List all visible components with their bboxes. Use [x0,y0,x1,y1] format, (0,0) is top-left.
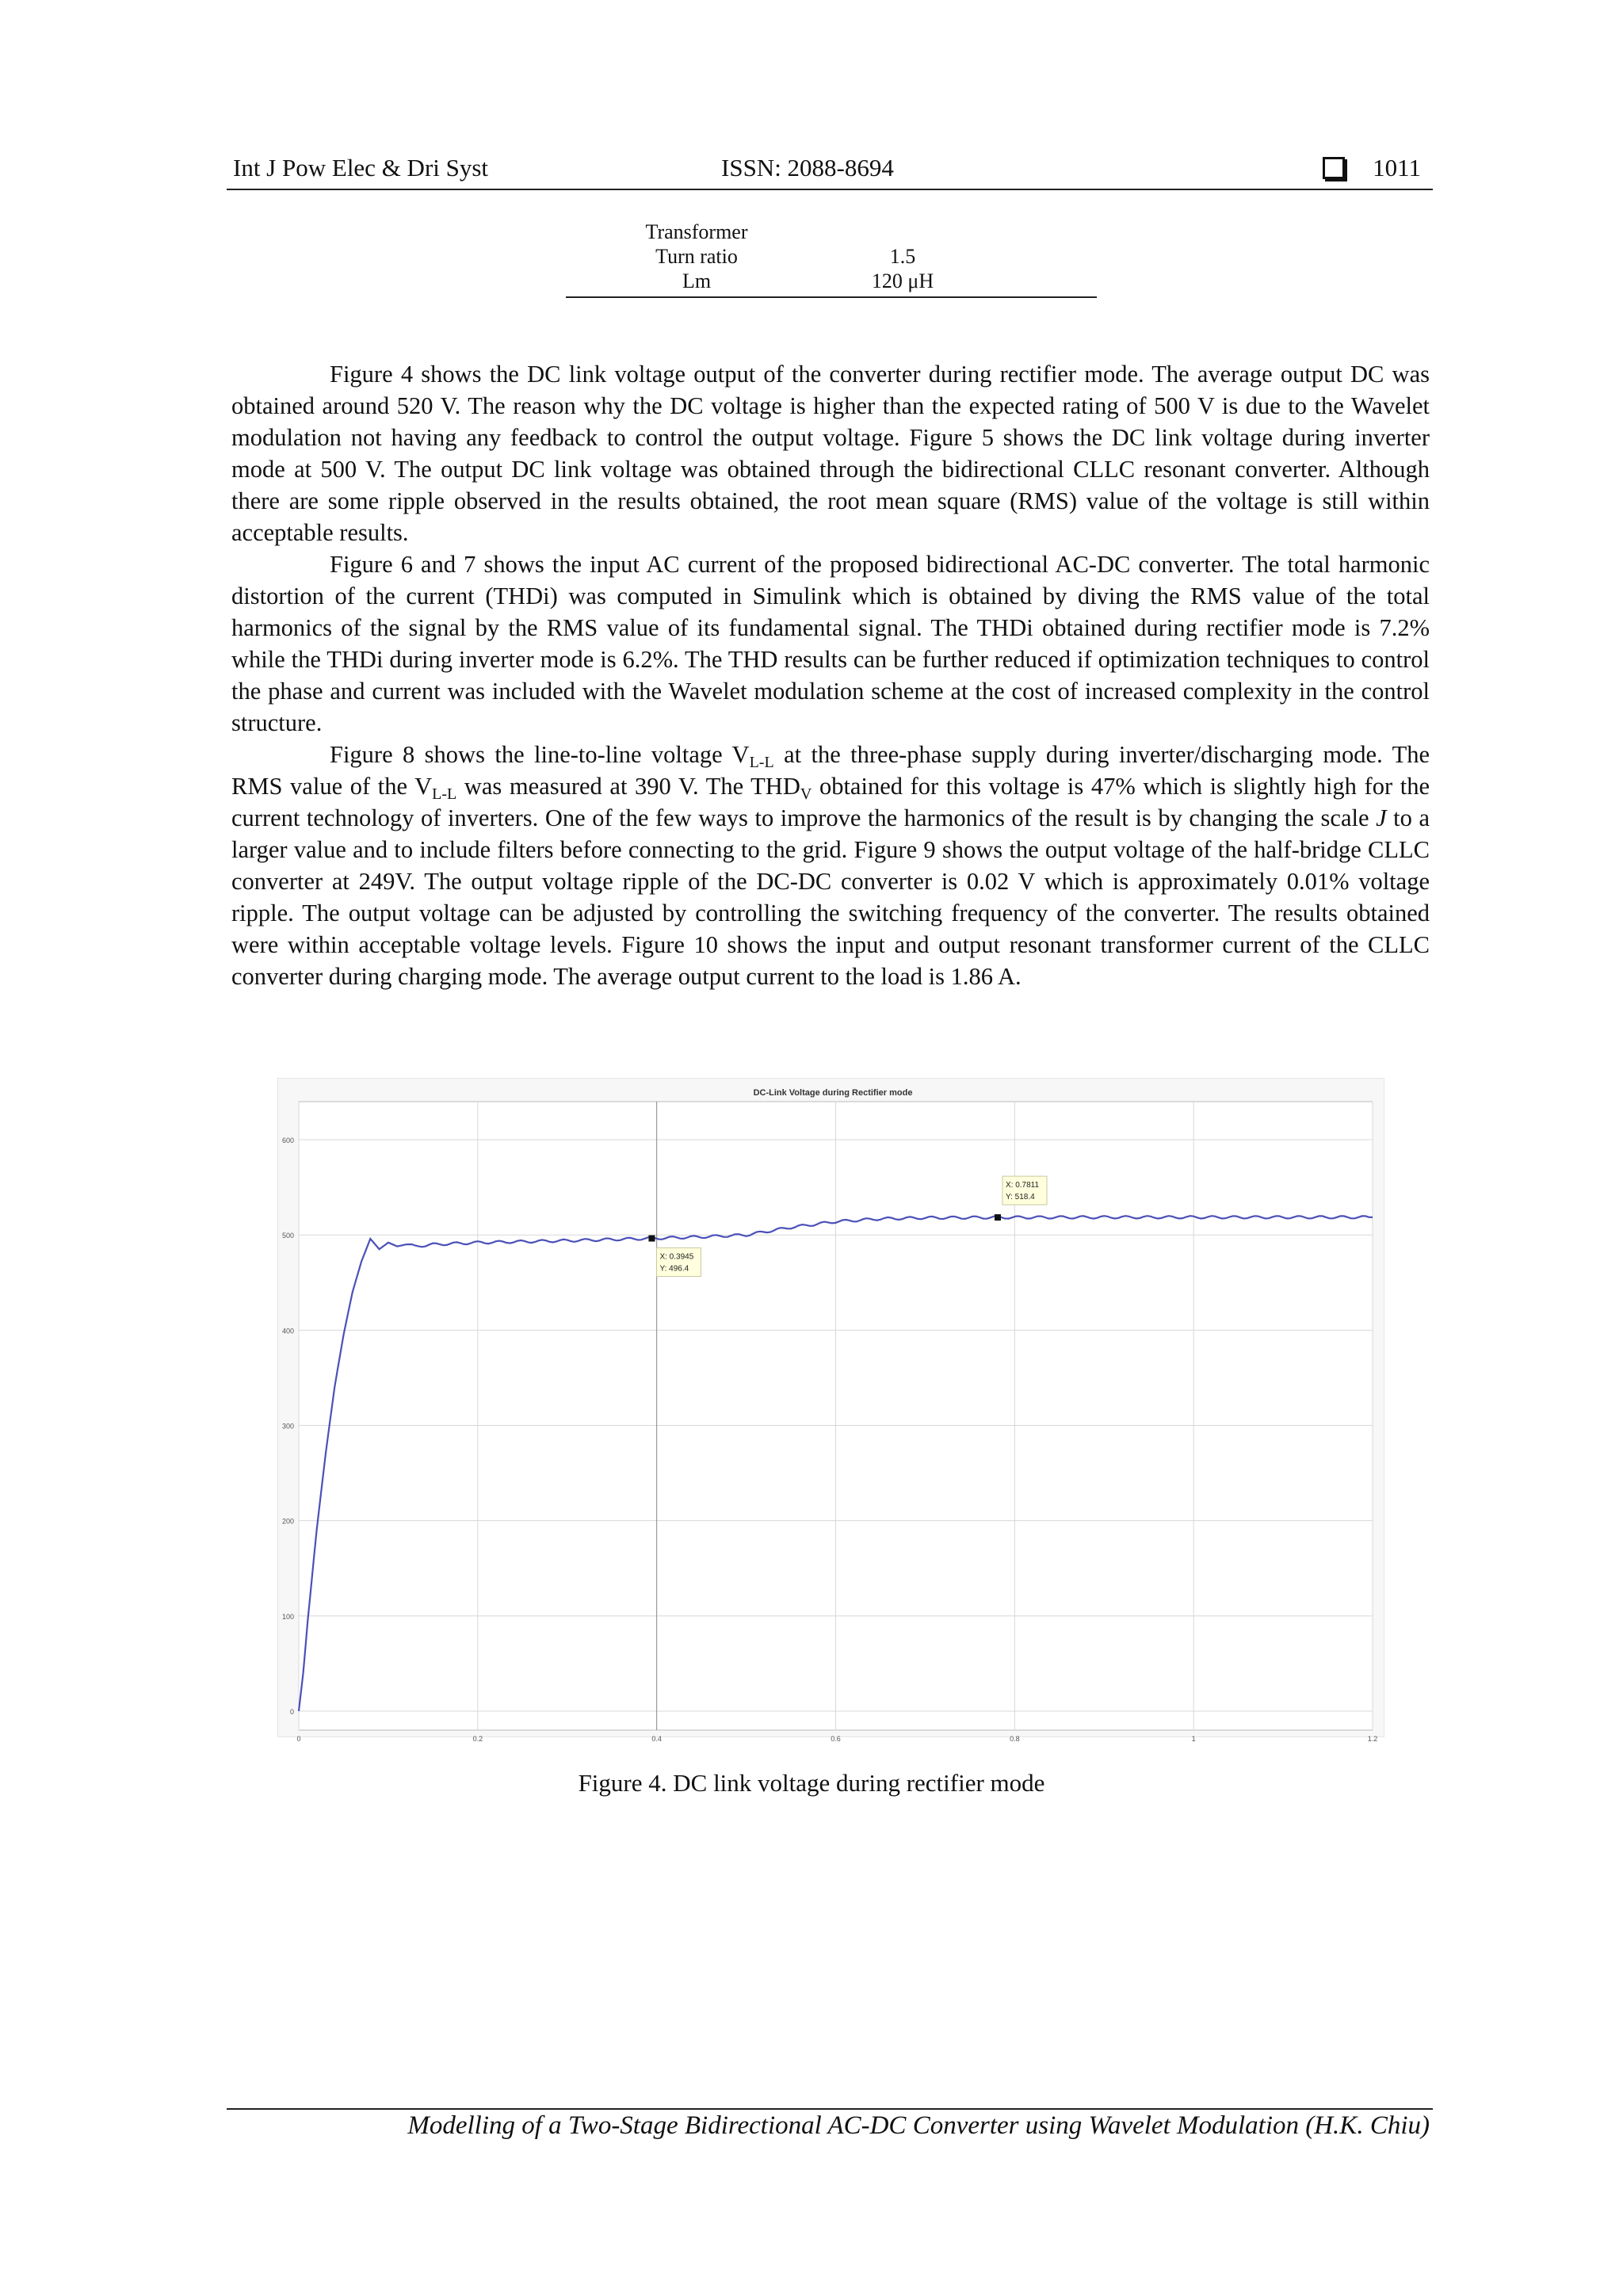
y-tick-label: 100 [281,1612,294,1621]
table-cell-param: Transformer [645,220,748,243]
text-run: obtained for this voltage is 47% which is slightly high for the current technology of inverters. One of the few ways to improve the harmonics of the result is by changing the scale [231,773,1430,831]
table-bottom-rule [566,296,1097,298]
x-tick-label: 0.4 [651,1735,662,1743]
x-tick-label: 0 [296,1735,301,1743]
x-tick-label: 0.8 [1010,1735,1020,1743]
text-run: was measured at 390 V. The THD [456,773,800,800]
x-tick-label: 1.2 [1367,1735,1378,1743]
box-icon [1323,157,1345,179]
table-cell-param: Turn ratio [655,245,738,268]
y-tick-label: 400 [281,1327,294,1335]
paragraph-2: Figure 6 and 7 shows the input AC current of the proposed bidirectional AC-DC converter. The total harmonic distortion of the current (THDi) was computed in Simulink which is obtained by diving the RMS value of the total harmonics of the signal by the RMS value of its fundamental signal. The THDi obtained during rectifier mode is 7.2% while the THDi during inverter mode is 6.2%. The THD results can be further reduced if optimization techniques to control the phase and current was included with the Wavelet modulation scheme at the cost of increased complexity in the control structure. [231,551,1430,736]
datatip-marker [995,1214,1001,1221]
text-run: at the three-phase supply during inverter/discharging mode. The RMS value of the V [231,741,1430,800]
y-tick-label: 600 [281,1137,294,1145]
x-tick-labels [296,1735,1377,1743]
datatip-x-label: X: 0.3945 [659,1252,694,1262]
issn: ISSN: 2088-8694 [721,154,894,181]
figure-caption: Figure 4. DC link voltage during rectifier mode [578,1769,1045,1797]
table-cell-value: 1.5 [889,245,916,268]
y-tick-label: 200 [281,1517,294,1526]
text-run: Figure 8 shows the line-to-line voltage V [330,741,750,768]
table-cell-value: 120 μH [871,269,934,292]
datatip-y-label: Y: 496.4 [659,1264,689,1274]
running-footer: Modelling of a Two-Stage Bidirectional AC-DC Converter using Wavelet Modulation (H.K. Chiu) [407,2111,1430,2140]
dc-link-voltage-chart [278,1079,1384,1743]
chart-title: DC-Link Voltage during Rectifier mode [753,1088,913,1098]
table-row [566,269,1097,294]
x-tick-label: 1 [1191,1735,1196,1743]
table-row [566,220,1097,245]
datatip-x-label: X: 0.7811 [1005,1181,1040,1190]
y-tick-label: 500 [281,1232,294,1240]
figure-4 [277,1078,1384,1743]
footer-rule [227,2108,1433,2110]
datatip-marker [648,1236,655,1242]
table-row [566,245,1097,269]
body-text [231,358,1430,992]
subscript: V [800,785,812,803]
header-rule [227,189,1433,190]
datatip-y-label: Y: 518.4 [1005,1193,1035,1202]
journal-name: Int J Pow Elec & Dri Syst [233,154,489,181]
page-number: 1011 [1373,154,1421,181]
subscript: L-L [432,785,457,803]
y-tick-label: 300 [281,1422,294,1431]
subscript: L-L [749,754,774,771]
table-cell-param: Lm [682,269,712,292]
paragraph-3 [231,739,1430,992]
y-tick-label: 0 [289,1707,294,1716]
paragraph-1: Figure 4 shows the DC link voltage output of the converter during rectifier mode. The average output DC was obtained around 520 V. The reason why the DC voltage is higher than the expected rating of 500 V is due to the Wavelet modulation not having any feedback to control the output voltage. Figure 5 shows the DC link voltage during inverter mode at 500 V. The output DC link voltage was obtained through the bidirectional CLLC resonant converter. Although there are some ripple observed in the results obtained, the root mean square (RMS) value of the voltage is still within acceptable results. [231,361,1430,546]
y-tick-labels [282,1137,294,1716]
x-tick-label: 0.2 [472,1735,483,1743]
page-header [230,154,1430,189]
parameter-table [566,220,1097,294]
text-run: to a larger value and to include filters before connecting to the grid. Figure 9 shows the output voltage of the half-bridge CLLC converter at 249V. The output voltage ripple of the DC-DC converter is 0.02 V which is approximately 0.01% voltage ripple. The output voltage can be adjusted by controlling the switching frequency of the converter. The results obtained were within acceptable voltage levels. Figure 10 shows the input and output resonant transformer current of the CLLC converter during charging mode. The average output current to the load is 1.86 A. [231,804,1430,990]
italic-symbol: J [1376,804,1387,831]
x-tick-label: 0.6 [831,1735,841,1743]
